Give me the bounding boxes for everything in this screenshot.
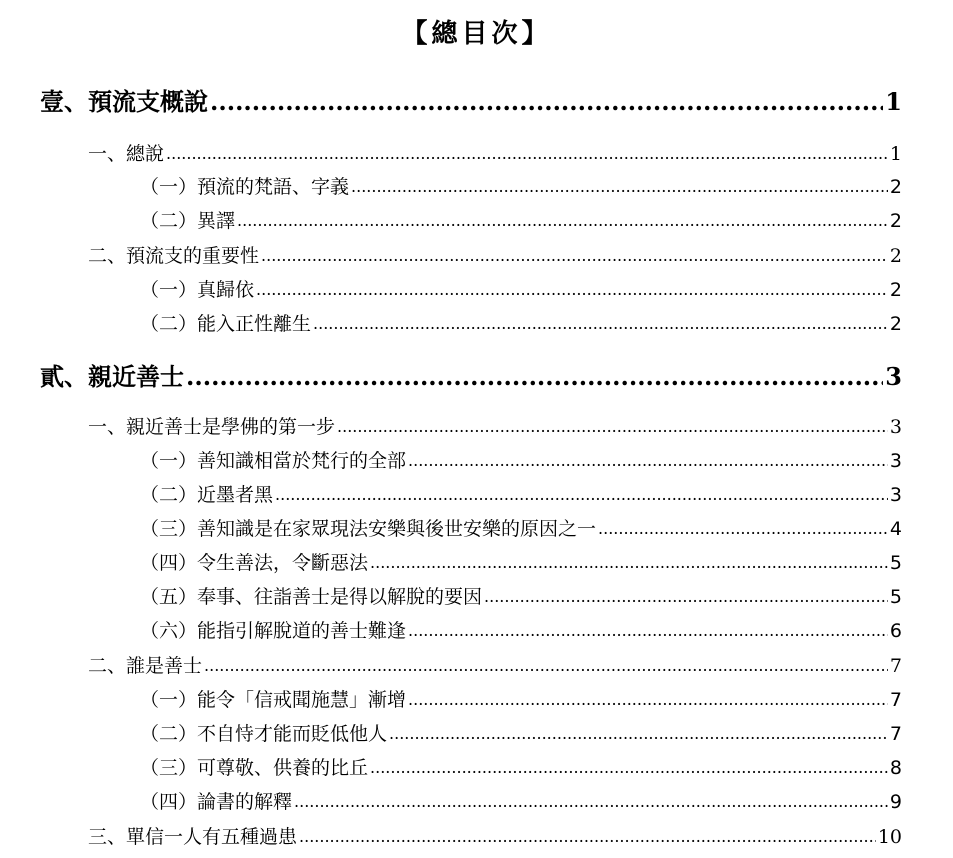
- toc-entry-subsection[interactable]: [140, 275, 902, 304]
- dot-leader: [337, 412, 888, 441]
- toc-entry-label: 二、誰是善士: [88, 655, 203, 677]
- dot-leader: [484, 582, 888, 611]
- toc-entry-page: 10: [877, 826, 902, 848]
- toc-entry-label: 一、親近善士是學佛的第一步: [88, 416, 336, 438]
- toc-entry-label: （一）能令「信戒聞施慧」漸增: [140, 689, 407, 711]
- toc-entry-section[interactable]: [88, 651, 902, 680]
- toc-entry-page: 8: [889, 757, 902, 779]
- toc-entry-page: 3: [885, 362, 902, 391]
- toc-entry-label: 三、單信一人有五種過患: [88, 826, 298, 848]
- toc-entry-label: 壹、預流支概說: [40, 87, 208, 116]
- toc-entry-label: （二）近墨者黑: [140, 484, 274, 506]
- dot-leader: [598, 514, 888, 543]
- toc-entry-label: （一）真歸依: [140, 279, 255, 301]
- dot-leader: [299, 822, 876, 851]
- toc-entry-page: 7: [889, 723, 902, 745]
- toc-entry-label: （四）論書的解釋: [140, 791, 293, 813]
- toc-entry-subsection[interactable]: [140, 548, 902, 577]
- toc-entry-section[interactable]: [88, 241, 902, 270]
- toc-entry-page: 2: [889, 313, 902, 335]
- document-title: 【總目次】: [401, 19, 552, 49]
- toc-entry-label: （三）善知識是在家眾現法安樂與後世安樂的原因之一: [140, 518, 597, 540]
- dot-leader: [313, 309, 888, 338]
- toc-entry-label: （六）能指引解脫道的善士難逢: [140, 620, 407, 642]
- toc-entry-subsection[interactable]: [140, 753, 902, 782]
- toc-entry-label: （二）不自恃才能而貶低他人: [140, 723, 388, 745]
- dot-leader: [204, 651, 888, 680]
- dot-leader: [294, 787, 888, 816]
- toc-entry-page: 3: [889, 450, 902, 472]
- toc-entry-subsection[interactable]: [140, 787, 902, 816]
- dot-leader: [351, 172, 888, 201]
- toc-entry-section[interactable]: [88, 822, 902, 851]
- toc-entry-section[interactable]: [88, 139, 902, 168]
- toc-entry-page: 1: [889, 143, 902, 165]
- toc-entry-subsection[interactable]: [140, 685, 902, 714]
- toc-entry-label: （二）能入正性離生: [140, 313, 312, 335]
- toc-entry-page: 3: [889, 416, 902, 438]
- toc-entry-subsection[interactable]: [140, 582, 902, 611]
- toc-entry-section[interactable]: [88, 412, 902, 441]
- toc-entry-page: 2: [889, 279, 902, 301]
- toc-entry-part-2[interactable]: [40, 361, 902, 393]
- toc-entry-subsection[interactable]: [140, 172, 902, 201]
- toc-entry-subsection[interactable]: [140, 446, 902, 475]
- dot-leader: [275, 480, 888, 509]
- toc-entry-subsection[interactable]: [140, 514, 902, 543]
- toc-entry-label: 一、總說: [88, 143, 165, 165]
- dot-leader: [408, 616, 888, 645]
- toc-entry-label: （二）異譯: [140, 210, 236, 232]
- toc-entry-page: 7: [889, 689, 902, 711]
- toc-entry-subsection[interactable]: [140, 616, 902, 645]
- dot-leader: [237, 206, 888, 235]
- toc-entry-label: （三）可尊敬、供養的比丘: [140, 757, 369, 779]
- dot-leader: [186, 361, 883, 393]
- dot-leader: [408, 685, 888, 714]
- toc-entry-part-1[interactable]: [40, 86, 902, 118]
- toc-entry-page: 6: [889, 620, 902, 642]
- toc-entry-page: 4: [889, 518, 902, 540]
- dot-leader: [370, 548, 888, 577]
- toc-entry-page: 2: [889, 176, 902, 198]
- toc-entry-label: （四）令生善法，令斷惡法: [140, 552, 369, 574]
- toc-entry-label: （一）預流的梵語、字義: [140, 176, 350, 198]
- dot-leader: [166, 139, 888, 168]
- toc-entry-subsection[interactable]: [140, 480, 902, 509]
- toc-entry-subsection[interactable]: [140, 309, 902, 338]
- toc-entry-subsection[interactable]: [140, 719, 902, 748]
- toc-entry-label: 貳、親近善士: [40, 362, 184, 391]
- toc-entry-page: 3: [889, 484, 902, 506]
- dot-leader: [389, 719, 888, 748]
- toc-entry-label: 二、預流支的重要性: [88, 245, 260, 267]
- toc-entry-page: 9: [889, 791, 902, 813]
- toc-entry-page: 2: [889, 210, 902, 232]
- dot-leader: [256, 275, 888, 304]
- toc-entry-label: （一）善知識相當於梵行的全部: [140, 450, 407, 472]
- toc-entry-page: 5: [889, 552, 902, 574]
- toc-entry-label: （五）奉事、往詣善士是得以解脫的要因: [140, 586, 483, 608]
- toc-entry-page: 7: [889, 655, 902, 677]
- toc-entry-page: 1: [885, 87, 902, 116]
- dot-leader: [261, 241, 888, 270]
- dot-leader: [370, 753, 888, 782]
- dot-leader: [210, 86, 883, 118]
- toc-entry-page: 5: [889, 586, 902, 608]
- toc-entry-page: 2: [889, 245, 902, 267]
- toc-entry-subsection[interactable]: [140, 206, 902, 235]
- dot-leader: [408, 446, 888, 475]
